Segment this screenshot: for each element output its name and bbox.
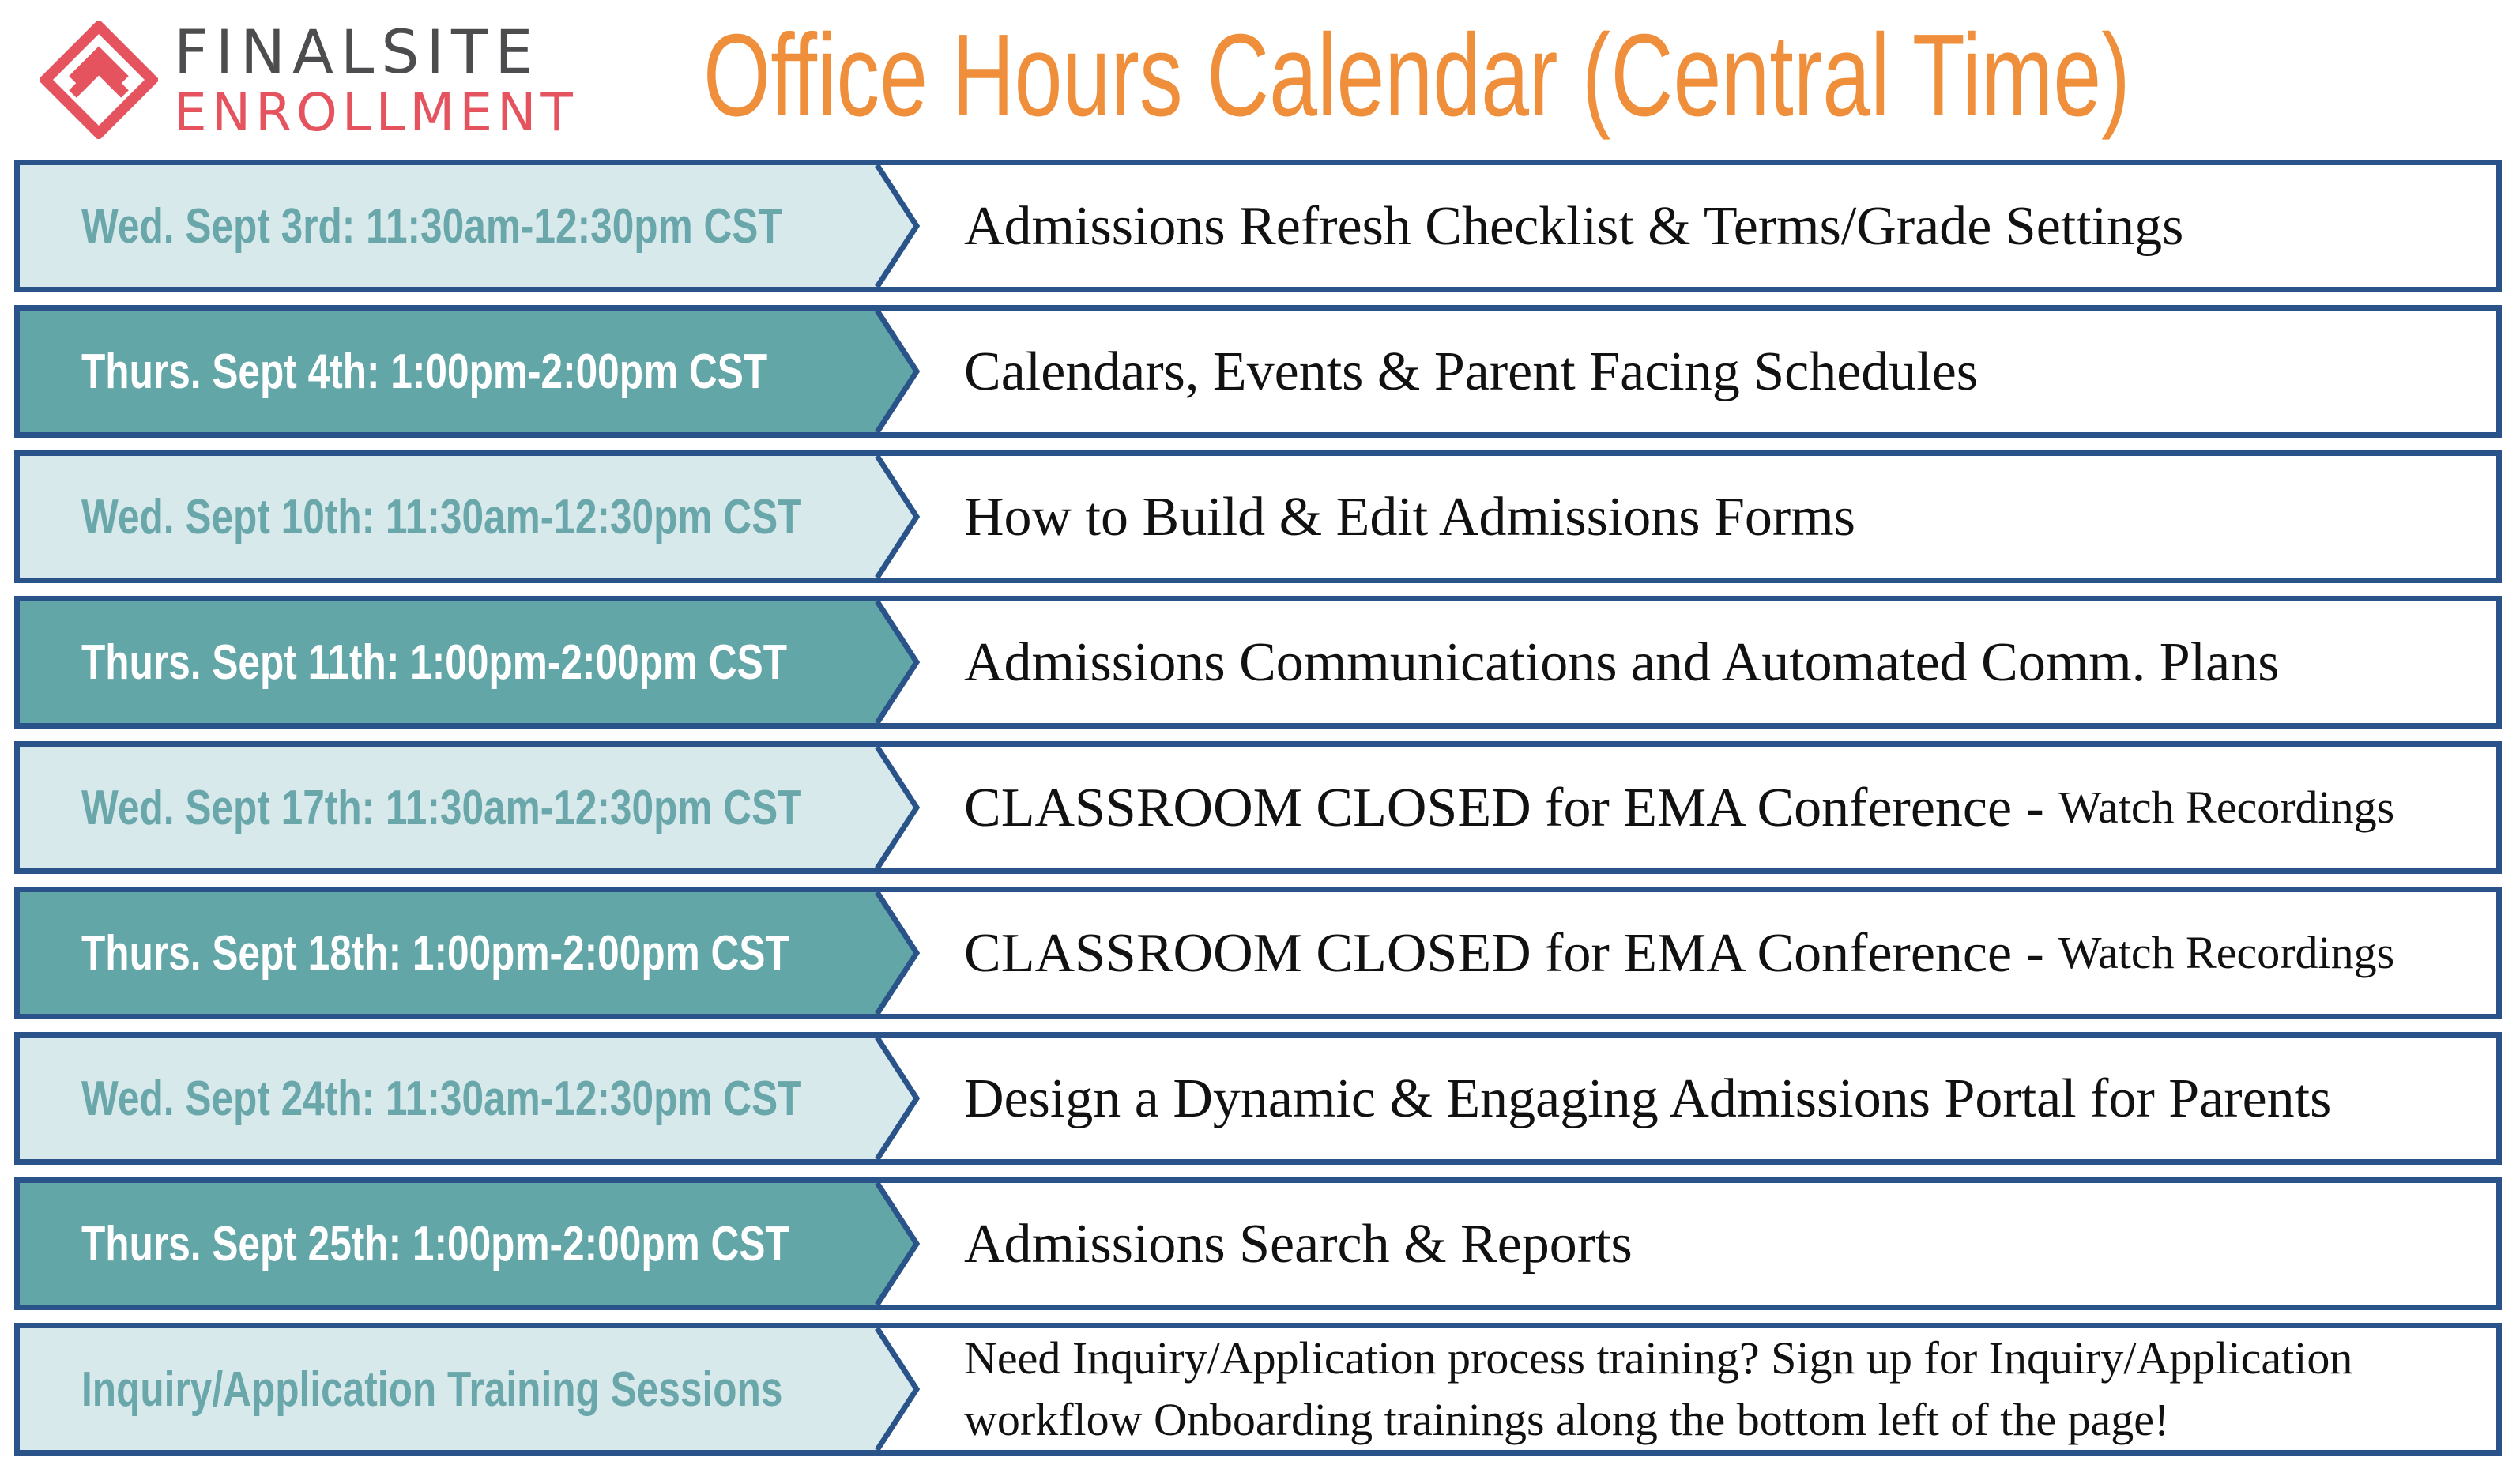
session-topic bbox=[964, 165, 2489, 287]
session-date-cell bbox=[20, 892, 925, 1014]
session-row bbox=[14, 1177, 2502, 1310]
session-topic bbox=[964, 311, 2489, 432]
session-date: Thurs. Sept 25th: 1:00pm-2:00pm CST bbox=[81, 1216, 789, 1271]
session-date-cell bbox=[20, 1328, 925, 1450]
session-topic-text: CLASSROOM CLOSED for EMA Conference - bbox=[964, 922, 2044, 984]
session-date: Thurs. Sept 11th: 1:00pm-2:00pm CST bbox=[81, 635, 787, 690]
session-row bbox=[14, 887, 2502, 1019]
session-date: Thurs. Sept 18th: 1:00pm-2:00pm CST bbox=[81, 925, 789, 981]
session-date: Wed. Sept 10th: 11:30am-12:30pm CST bbox=[81, 489, 802, 544]
session-topic bbox=[964, 1328, 2489, 1450]
session-date: Thurs. Sept 4th: 1:00pm-2:00pm CST bbox=[81, 344, 768, 399]
session-row bbox=[14, 160, 2502, 292]
watch-recordings-link[interactable]: Watch Recordings bbox=[2058, 782, 2395, 834]
session-date-cell bbox=[20, 747, 925, 868]
session-date: Wed. Sept 24th: 11:30am-12:30pm CST bbox=[81, 1071, 802, 1126]
training-sessions-label[interactable]: Inquiry/Application Training Sessions bbox=[81, 1362, 783, 1417]
session-topic-text: Design a Dynamic & Engaging Admissions Portal for Parents bbox=[964, 1068, 2332, 1129]
session-list bbox=[14, 160, 2502, 1456]
watch-recordings-link[interactable]: Watch Recordings bbox=[2058, 927, 2395, 979]
session-topic bbox=[964, 601, 2489, 723]
session-date-cell bbox=[20, 311, 925, 432]
finalsite-diamond-logo-icon bbox=[40, 21, 158, 139]
session-date: Wed. Sept 3rd: 11:30am-12:30pm CST bbox=[81, 198, 782, 254]
brand-name: FINALSITE bbox=[174, 17, 540, 87]
finalsite-enrollment-logo[interactable] bbox=[32, 14, 585, 149]
header bbox=[0, 0, 2516, 158]
session-row bbox=[14, 596, 2502, 729]
session-date-cell bbox=[20, 165, 925, 287]
session-row bbox=[14, 741, 2502, 874]
session-topic bbox=[964, 747, 2489, 868]
session-topic bbox=[964, 892, 2489, 1014]
session-row bbox=[14, 1323, 2502, 1456]
session-date-cell bbox=[20, 456, 925, 578]
session-topic-text: Admissions Search & Reports bbox=[964, 1213, 1633, 1275]
brand-subname: ENROLLMENT bbox=[174, 82, 578, 143]
session-date-cell bbox=[20, 601, 925, 723]
session-topic-text: Admissions Refresh Checklist & Terms/Grade Settings bbox=[964, 195, 2184, 257]
session-topic-text: CLASSROOM CLOSED for EMA Conference - bbox=[964, 777, 2044, 838]
training-note: Need Inquiry/Application process training? Sign up for Inquiry/Application workflow Onboarding trainings along the bottom left of the page! bbox=[964, 1332, 2353, 1445]
session-row bbox=[14, 305, 2502, 438]
session-topic bbox=[964, 1183, 2489, 1305]
session-topic-text: How to Build & Edit Admissions Forms bbox=[964, 486, 1855, 548]
session-topic-text: Admissions Communications and Automated Comm. Plans bbox=[964, 631, 2280, 693]
session-date-cell bbox=[20, 1038, 925, 1159]
session-date: Wed. Sept 17th: 11:30am-12:30pm CST bbox=[81, 780, 802, 835]
session-row bbox=[14, 450, 2502, 583]
session-topic-text: Calendars, Events & Parent Facing Schedules bbox=[964, 341, 1979, 402]
session-date-cell bbox=[20, 1183, 925, 1305]
session-topic bbox=[964, 456, 2489, 578]
page-title: Office Hours Calendar (Central Time) bbox=[703, 10, 2130, 141]
session-row bbox=[14, 1032, 2502, 1165]
session-topic bbox=[964, 1038, 2489, 1159]
